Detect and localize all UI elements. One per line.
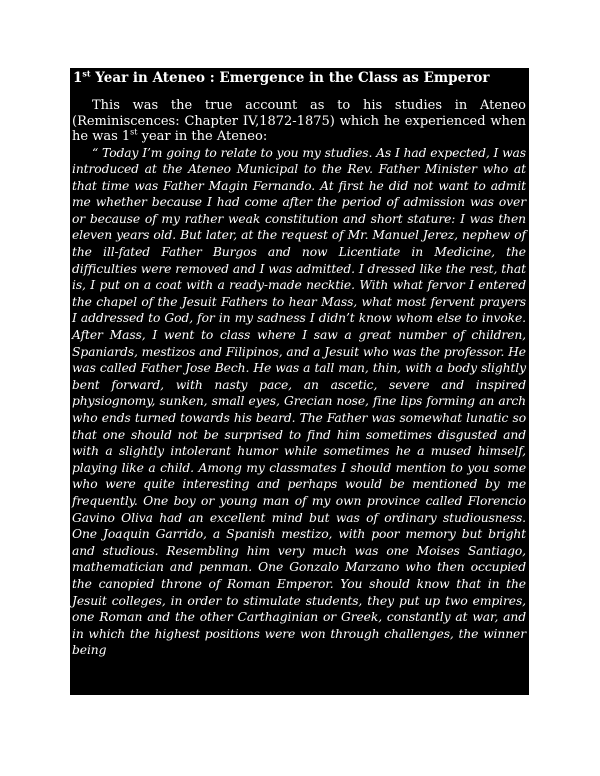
heading-text: Year in Ateneo : Emergence in the Class as Emperor (90, 70, 490, 86)
intro-ordinal-number: 1 (121, 129, 131, 144)
intro-ordinal-suffix: st (130, 127, 138, 137)
heading-ordinal-suffix: st (82, 68, 91, 79)
document-page-block (70, 68, 529, 695)
intro-text-part2: year in the Ateneo: (137, 129, 268, 144)
heading-ordinal-number: 1 (73, 70, 83, 86)
intro-paragraph (72, 98, 529, 145)
intro-text-part1: This was the true account as to his studies in Ateneo (Reminiscences: Chapter IV,1872-1875) which he experienced when he was (72, 98, 526, 144)
quoted-reminiscence-paragraph: “ Today I’m going to relate to you my studies. As I had expected, I was introduced at the Ateneo Municipal to the Rev. Father Minister who at that time was Father Magin Fernando. At first he did not want to admit me whether because I had come after the period of admission was over or because of my rather weak constitution and short stature: I was then eleven years old. But later, at the request of Mr. Manuel Jerez, nephew of the ill-fated Father Burgos and now Licentiate in Medicine, the difficulties were removed and I was admitted. I dressed like the rest, that is, I put on a coat with a ready-made necktie. With what fervor I entered the chapel of the Jesuit Fathers to hear Mass, what most fervent prayers I addressed to God, for in my sadness I didn’t know whom else to invoke. After Mass, I went to class where I saw a great number of children, Spaniards, mestizos and Filipinos, and a Jesuit who was the professor. He was called Father Jose Bech. He was a tall man, thin, with a body slightly bent forward, with nasty pace, an ascetic, severe and inspired physiognomy, sunken, small eyes, Grecian nose, fine lips forming an arch who ends turned towards his beard. The Father was somewhat lunatic so that one should not be surprised to find him sometimes disgusted and with a slightly intolerant humor while sometimes he a mused himself, playing like a child. Among my classmates I should mention to you some who were quite interesting and perhaps would be mentioned by me frequently. One boy or young man of my own province called Florencio Gavino Oliva had an excellent mind but was of ordinary studiousness. One Joaquin Garrido, a Spanish mestizo, with poor memory but bright and studious. Resembling him very much was one Moises Santiago, mathematician and penman. One Gonzalo Marzano who then occupied the canopied throne of Roman Emperor. You should know that in the Jesuit colleges, in order to stimulate students, they put up two empires, one Roman and the other Carthaginian or Greek, constantly at war, and in which the highest positions were won through challenges, the winner being (72, 145, 526, 658)
section-heading (73, 70, 529, 87)
